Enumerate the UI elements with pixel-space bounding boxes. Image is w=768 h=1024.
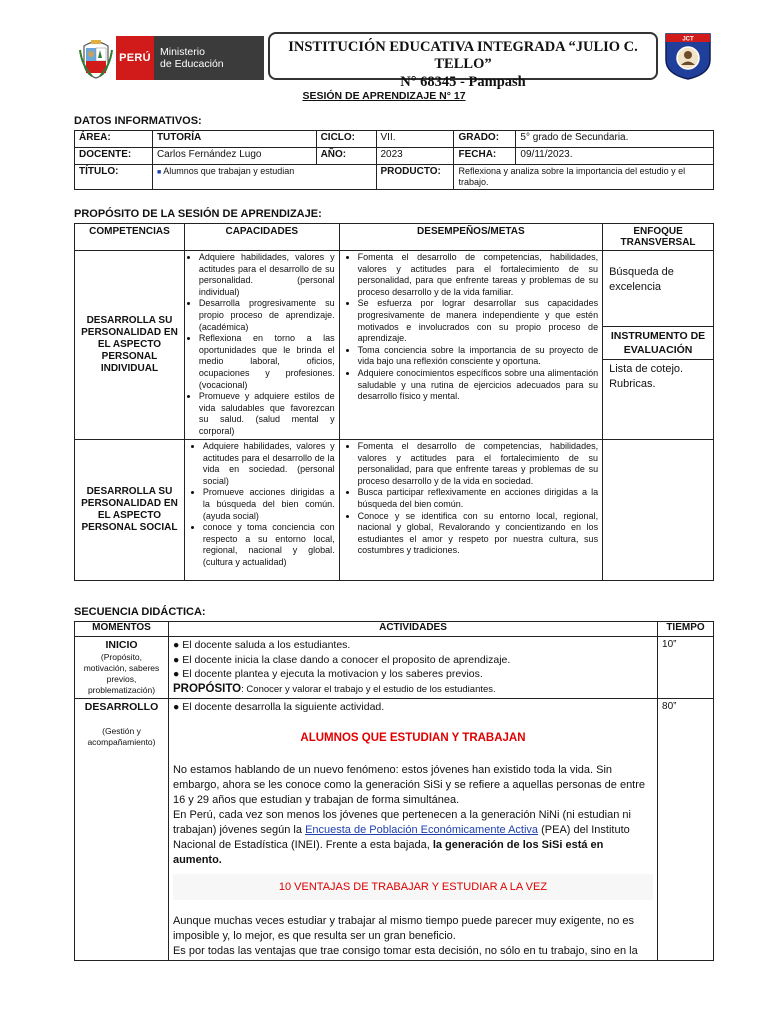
table-row [75, 699, 714, 961]
list-item: • Conoce y se identifica con su entorno local, regional, nacional y global, Revalorando y concientizando en los estudiantes el amor y respeto por nuestra cultura, sus costumbres y tradiciones. [358, 511, 598, 557]
list-item: • Desarrolla progresivamente su propio proceso de aprendizaje. (académica) [199, 298, 335, 333]
inicio-activities [168, 637, 657, 699]
enfoque-value: Búsqueda de excelencia [609, 266, 674, 293]
desempenos-social [339, 440, 602, 581]
producto-label: PRODUCTO: [376, 165, 454, 190]
tiempo-header: TIEMPO [658, 622, 714, 637]
datos-section-label: DATOS INFORMATIVOS: [74, 115, 202, 127]
school-crest-icon [662, 32, 714, 80]
proposito-section-label: PROPÓSITO DE LA SESIÓN DE APRENDIZAJE: [74, 208, 322, 220]
list-item: • Se esfuerza por lograr desarrollar sus capacidades progresivamente de manera independiente y que estén motivados e involucrados con su propio proceso de aprendizaje. [358, 298, 598, 344]
momentos-header: MOMENTOS [75, 622, 169, 637]
fecha-value: 09/11/2023. [516, 148, 714, 165]
secuencia-section-label: SECUENCIA DIDÁCTICA: [74, 606, 206, 618]
anio-value: 2023 [376, 148, 454, 165]
table-row [75, 148, 714, 165]
datos-table [74, 130, 714, 190]
grado-value: 5° grado de Secundaria. [516, 131, 714, 148]
list-item: • conoce y toma conciencia con respecto a su entorno local, regional, nacional y global. (cultura y actualidad) [203, 522, 335, 568]
list-item: ● El docente inicia la clase dando a conocer el proposito de aprendizaje. [172, 653, 511, 666]
capacidades-individual [184, 251, 339, 440]
inicio-cell [75, 637, 169, 699]
institution-title-box [268, 32, 658, 90]
titulo-label: TÍTULO: [75, 165, 153, 190]
ministry-name: Ministerio de Educación [160, 46, 224, 70]
peru-label: PERÚ [116, 36, 154, 80]
inicio-tiempo: 10” [658, 637, 714, 699]
proposito-table [74, 223, 714, 581]
titulo-value: ■ Alumnos que trabajan y estudian [152, 165, 376, 190]
list-item: • Adquiere conocimientos específicos sobre una alimentación saludable y una rutina de ejercicios adecuados para su desarrollo físico y mental. [358, 368, 598, 403]
paragraph: En Perú, cada vez son menos los jóvenes que pertenecen a la generación NiNi (ni estudian ni trabajan) jóvenes según la Encuesta de Población Económicamente Activa (PEA) del Instituto Nacional de Estadística (INEI). Frente a esta bajada, la generación de los SiSi está en aumento. [172, 808, 631, 866]
area-label: ÁREA: [75, 131, 153, 148]
list-item: • Fomenta el desarrollo de competencias, habilidades, valores y actitudes para el fortalecimiento de su personalidad, para que enfrente tareas y problemas de su proceso desarrollo y de la vida familiar. [358, 252, 598, 298]
list-item: ● El docente plantea y ejecuta la motivacion y los saberes previos. [172, 668, 483, 680]
desarrollo-title: DESARROLLO [84, 701, 159, 713]
list-item: • Promueve acciones dirigidas a la búsqueda del bien común. (ayuda social) [203, 487, 335, 522]
enfoque-header: ENFOQUE TRANSVERSAL [603, 224, 714, 251]
list-item: ● El docente saluda a los estudiantes. [172, 639, 351, 651]
competencia-individual: DESARROLLA SU PERSONALIDAD EN EL ASPECTO PERSONAL INDIVIDUAL [75, 251, 185, 440]
peru-shield-icon [78, 36, 114, 80]
school-code: N° 68345 - Pampash [400, 74, 526, 90]
desempenos-individual [339, 251, 602, 440]
actividades-header: ACTIVIDADES [168, 622, 657, 637]
list-item: • Fomenta el desarrollo de competencias, habilidades, valores y actitudes para el fortalecimiento de su personalidad, para que enfrente tareas y problemas de su proceso desarrollo y de la vida en sociedad. [358, 441, 598, 487]
instrumento-value: Lista de cotejo. Rubricas. [609, 363, 684, 390]
list-item: • Promueve y adquiere estilos de vida saludables que favorezcan su salud. (salud mental y corporal) [199, 391, 335, 437]
paragraph: No estamos hablando de un nuevo fenómeno: estos jóvenes han existido toda la vida. Sin embargo, ahora se les conoce como la generación SiSi y se refiere a aquellas personas de entre 16 y 29 años que estudian y trabajan de forma simultánea. [172, 763, 646, 806]
desempenos-header: DESEMPEÑOS/METAS [339, 224, 602, 251]
capacidades-social [184, 440, 339, 581]
table-row [75, 131, 714, 148]
competencias-header: COMPETENCIAS [75, 224, 185, 251]
list-item: ● El docente desarrolla la siguiente actividad. [172, 701, 385, 713]
enfoque-empty-cell [603, 440, 714, 581]
list-item: • Adquiere habilidades, valores y actitudes para el desarrollo de su personalidad. (personal individual) [199, 252, 335, 298]
bullet-icon: ■ [156, 169, 162, 176]
list-item: • Reflexiona en torno a las oportunidades que le brinda el medio laboral, oficios, ocupaciones y profesiones. (vocacional) [199, 333, 335, 391]
instrumento-header: INSTRUMENTO DE EVALUACIÓN [603, 326, 713, 360]
list-item: • Busca participar reflexivamente en acciones dirigidas a la búsqueda del bien común. [358, 487, 598, 510]
docente-value: Carlos Fernández Lugo [152, 148, 316, 165]
session-title: SESIÓN DE APRENDIZAJE N° 17 [302, 90, 466, 102]
enfoque-cell [603, 251, 714, 440]
ministry-logo [78, 36, 264, 80]
svg-text:JCT: JCT [682, 36, 694, 43]
pea-survey-link[interactable]: Encuesta de Población Económicamente Activa [305, 823, 539, 836]
paragraph: Aunque muchas veces estudiar y trabajar al mismo tiempo puede parecer muy exigente, no es imposible y, lo mejor, es que resulta ser un gran beneficio. [172, 914, 634, 942]
anio-label: AÑO: [316, 148, 376, 165]
table-row [75, 251, 714, 440]
area-value: TUTORÍA [152, 131, 316, 148]
proposito-line: PROPÓSITO: Conocer y valorar el trabajo y el estudio de los estudiantes. [172, 682, 496, 695]
secuencia-table [74, 621, 714, 961]
desarrollo-tiempo: 80” [658, 699, 714, 961]
competencia-social: DESARROLLA SU PERSONALIDAD EN EL ASPECTO PERSONAL SOCIAL [75, 440, 185, 581]
list-item: • Adquiere habilidades, valores y actitudes para el desarrollo de la vida en sociedad. (personal social) [203, 441, 335, 487]
red-article-title: ALUMNOS QUE ESTUDIAN Y TRABAJAN [300, 731, 526, 744]
docente-label: DOCENTE: [75, 148, 153, 165]
table-row [75, 224, 714, 251]
grado-label: GRADO: [454, 131, 516, 148]
institution-name: INSTITUCIÓN EDUCATIVA INTEGRADA “JULIO C. TELLO” [288, 39, 638, 72]
peru-minedu-banner [116, 36, 264, 80]
table-row [75, 637, 714, 699]
producto-value: Reflexiona y analiza sobre la importancia del estudio y el trabajo. [454, 165, 714, 190]
inicio-subtitle: (Propósito, motivación, saberes previos, problematización) [83, 652, 160, 695]
table-row [75, 165, 714, 190]
table-row [75, 440, 714, 581]
desarrollo-subtitle: (Gestión y acompañamiento) [87, 726, 156, 747]
desarrollo-activities [168, 699, 657, 961]
ventajas-heading: 10 VENTAJAS DE TRABAJAR Y ESTUDIAR A LA VEZ [173, 874, 653, 900]
inicio-title: INICIO [105, 639, 138, 651]
table-row [75, 622, 714, 637]
ciclo-label: CICLO: [316, 131, 376, 148]
ciclo-value: VII. [376, 131, 454, 148]
desarrollo-cell [75, 699, 169, 961]
list-item: • Toma conciencia sobre la importancia de su proyecto de vida bajo una reflexión consciente y oportuna. [358, 345, 598, 368]
capacidades-header: CAPACIDADES [184, 224, 339, 251]
fecha-label: FECHA: [454, 148, 516, 165]
paragraph: Es por todas las ventajas que trae consigo tomar esta decisión, no sólo en tu trabajo, sino en la [172, 944, 638, 957]
